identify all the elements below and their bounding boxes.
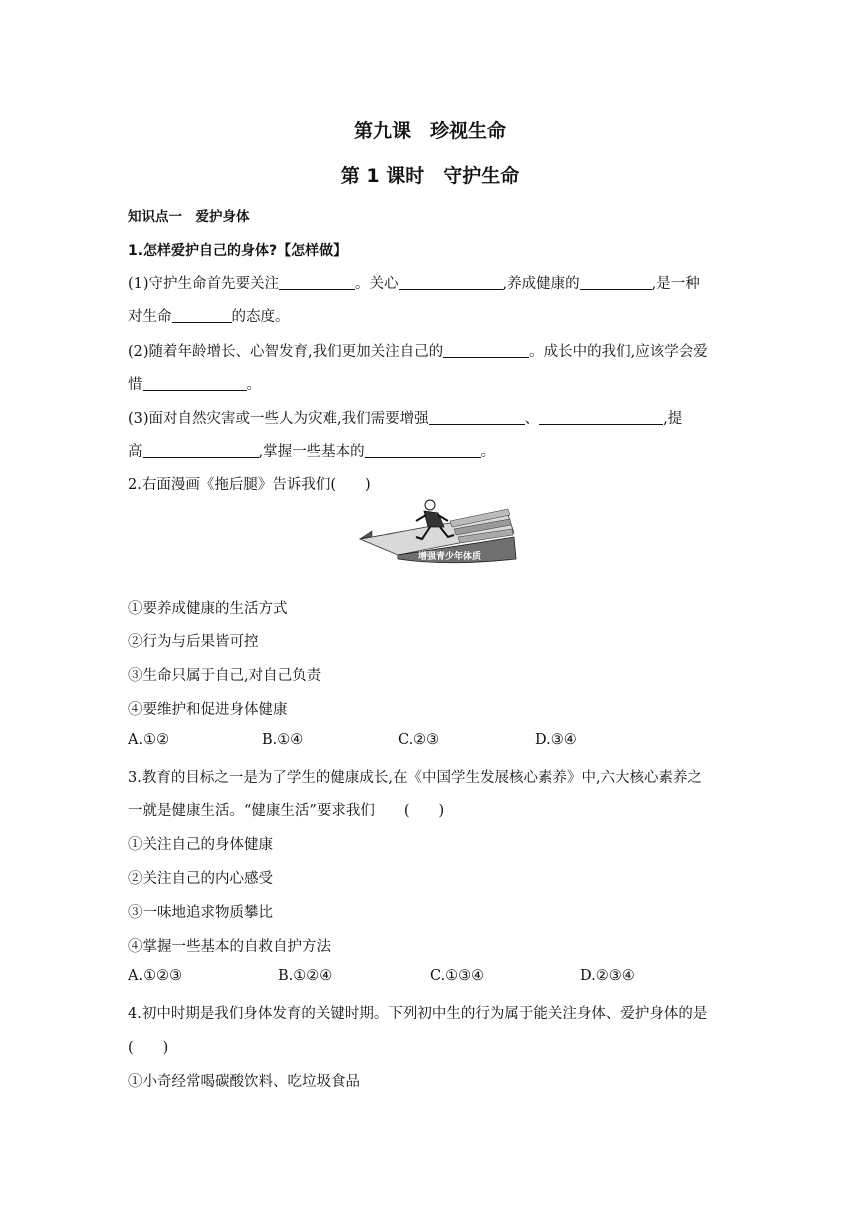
- q2-option-a[interactable]: A.①②: [128, 732, 170, 748]
- q1-part3-line1: (3)面对自然灾害或一些人为灾难,我们需要增强 、 ,提: [128, 411, 683, 427]
- q2-stem: 2.右面漫画《拖后腿》告诉我们( ): [128, 477, 371, 493]
- q3-item: ④掌握一些基本的自救自护方法: [128, 939, 331, 955]
- q3-option-a[interactable]: A.①②③: [128, 968, 183, 984]
- q3-stem-line2: 一就是健康生活。“健康生活”要求我们 ( ): [128, 803, 445, 819]
- answer-blank[interactable]: [539, 410, 663, 425]
- period-title: 第 1 课时 守护生命: [340, 165, 520, 187]
- answer-blank[interactable]: [443, 343, 529, 358]
- answer-blank[interactable]: [399, 275, 503, 290]
- q2-option-d[interactable]: D.③④: [535, 732, 577, 748]
- q1-stem: 1.怎样爱护自己的身体?【怎样做】: [128, 243, 348, 259]
- q1-part1-line2: 对生命 的态度。: [128, 309, 290, 325]
- cartoon-caption: 增强青少年体质: [418, 552, 482, 562]
- answer-blank[interactable]: [172, 308, 232, 323]
- answer-blank[interactable]: [143, 376, 247, 391]
- lesson-title: 第九课 珍视生命: [353, 120, 506, 142]
- q2-item: ④要维护和促进身体健康: [128, 702, 288, 718]
- answer-blank[interactable]: [580, 275, 652, 290]
- q3-item: ②关注自己的内心感受: [128, 871, 273, 887]
- q2-item: ③生命只属于自己,对自己负责: [128, 668, 322, 684]
- q2-option-b[interactable]: B.①④: [262, 732, 304, 748]
- q3-item: ③一味地追求物质攀比: [128, 905, 273, 921]
- answer-blank[interactable]: [365, 443, 481, 458]
- q1-part3-line2: 高 ,掌握一些基本的 。: [128, 444, 496, 460]
- q1-part1-line1: (1)守护生命首先要关注 。关心 ,养成健康的 ,是一种: [128, 276, 700, 292]
- section-heading: 知识点一 爱护身体: [128, 209, 250, 225]
- q3-option-d[interactable]: D.②③④: [580, 968, 635, 984]
- q2-item: ②行为与后果皆可控: [128, 634, 259, 650]
- q4-stem-line2: ( ): [128, 1040, 169, 1056]
- q3-option-b[interactable]: B.①②④: [278, 968, 333, 984]
- q3-option-c[interactable]: C.①③④: [430, 968, 485, 984]
- q2-item: ①要养成健康的生活方式: [128, 601, 288, 617]
- q4-item: ①小奇经常喝碳酸饮料、吃垃圾食品: [128, 1074, 360, 1090]
- q4-stem-line1: 4.初中时期是我们身体发育的关键时期。下列初中生的行为属于能关注身体、爱护身体的是: [128, 1006, 708, 1022]
- answer-blank[interactable]: [143, 443, 259, 458]
- q3-stem-line1: 3.教育的目标之一是为了学生的健康成长,在《中国学生发展核心素养》中,六大核心素养之: [128, 770, 703, 786]
- q2-option-c[interactable]: C.②③: [398, 732, 440, 748]
- cartoon-illustration: [358, 493, 518, 571]
- q1-part2-line1: (2)随着年龄增长、心智发育,我们更加关注自己的 。成长中的我们,应该学会爱: [128, 344, 708, 360]
- q1-part2-line2: 惜 。: [128, 377, 261, 393]
- answer-blank[interactable]: [429, 410, 525, 425]
- q3-item: ①关注自己的身体健康: [128, 837, 273, 853]
- answer-blank[interactable]: [279, 275, 355, 290]
